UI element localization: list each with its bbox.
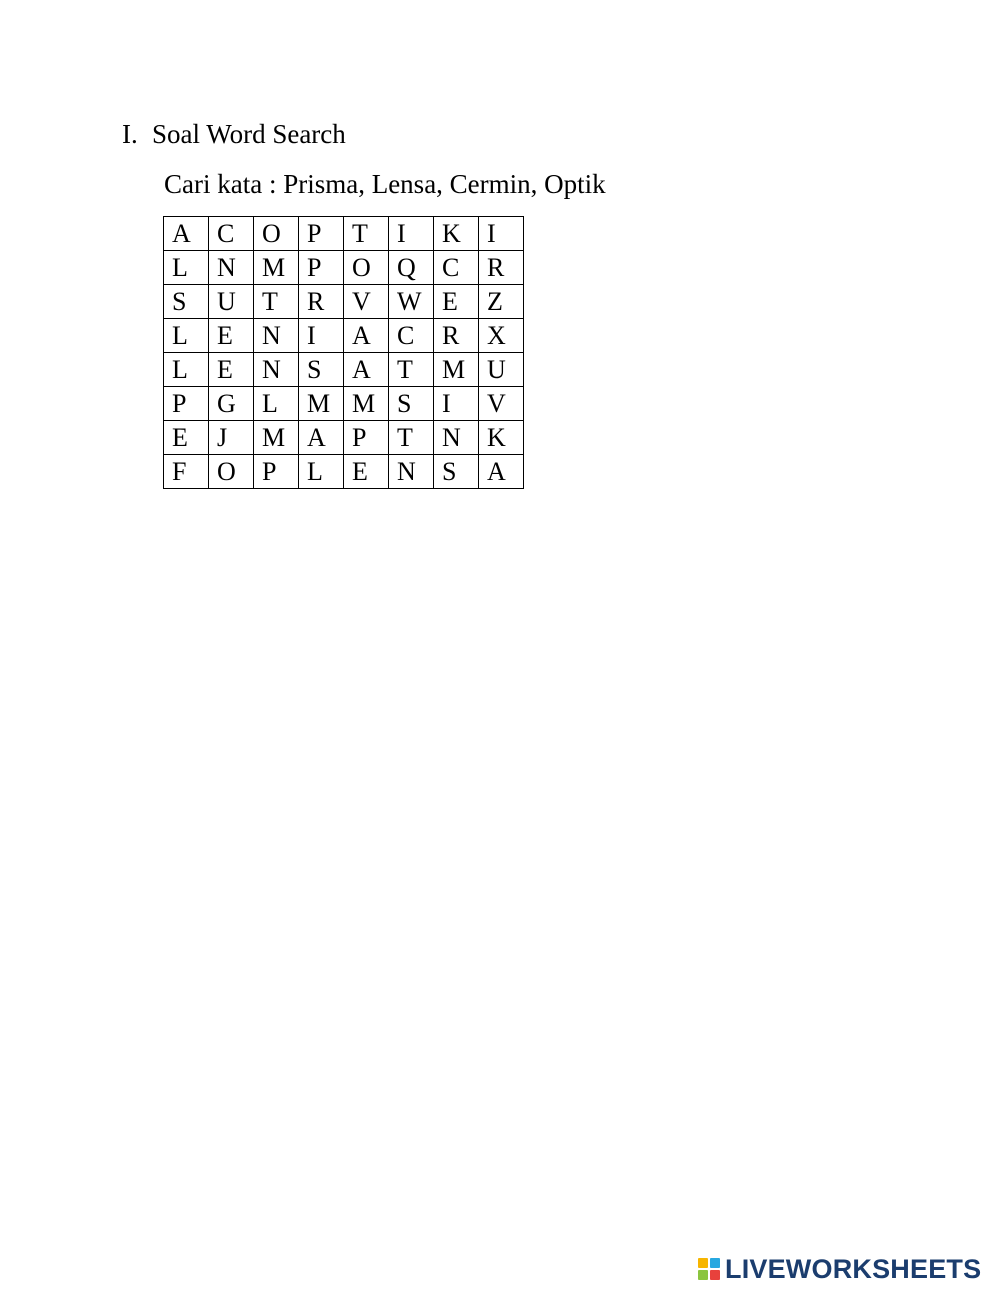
grid-cell[interactable]: C bbox=[389, 319, 434, 353]
grid-cell[interactable]: L bbox=[164, 251, 209, 285]
section-number: I. bbox=[122, 119, 138, 149]
grid-cell[interactable]: E bbox=[209, 319, 254, 353]
grid-cell[interactable]: S bbox=[164, 285, 209, 319]
grid-cell[interactable]: O bbox=[254, 217, 299, 251]
grid-cell[interactable]: M bbox=[254, 251, 299, 285]
grid-cell[interactable]: R bbox=[299, 285, 344, 319]
grid-cell[interactable]: M bbox=[254, 421, 299, 455]
grid-cell[interactable]: L bbox=[254, 387, 299, 421]
grid-cell[interactable]: N bbox=[434, 421, 479, 455]
grid-cell[interactable]: S bbox=[434, 455, 479, 489]
grid-cell[interactable]: P bbox=[344, 421, 389, 455]
grid-cell[interactable]: S bbox=[299, 353, 344, 387]
grid-cell[interactable]: I bbox=[299, 319, 344, 353]
grid-cell[interactable]: L bbox=[164, 353, 209, 387]
grid-cell[interactable]: N bbox=[389, 455, 434, 489]
grid-cell[interactable]: N bbox=[254, 319, 299, 353]
section-heading bbox=[122, 116, 346, 152]
grid-cell[interactable]: I bbox=[479, 217, 524, 251]
grid-cell[interactable]: M bbox=[299, 387, 344, 421]
logo-square bbox=[698, 1270, 708, 1280]
grid-cell[interactable]: T bbox=[254, 285, 299, 319]
grid-cell[interactable]: S bbox=[389, 387, 434, 421]
grid-cell[interactable]: E bbox=[344, 455, 389, 489]
grid-cell[interactable]: V bbox=[479, 387, 524, 421]
grid-cell[interactable]: F bbox=[164, 455, 209, 489]
grid-cell[interactable]: C bbox=[209, 217, 254, 251]
grid-cell[interactable]: U bbox=[479, 353, 524, 387]
grid-row bbox=[164, 217, 524, 251]
grid-row bbox=[164, 319, 524, 353]
grid-cell[interactable]: U bbox=[209, 285, 254, 319]
grid-cell[interactable]: E bbox=[209, 353, 254, 387]
grid-cell[interactable]: E bbox=[434, 285, 479, 319]
grid-row bbox=[164, 387, 524, 421]
grid-row bbox=[164, 455, 524, 489]
grid-cell[interactable]: A bbox=[344, 319, 389, 353]
instruction-text: Cari kata : Prisma, Lensa, Cermin, Optik bbox=[164, 169, 606, 199]
grid-cell[interactable]: R bbox=[479, 251, 524, 285]
grid-cell[interactable]: M bbox=[434, 353, 479, 387]
grid-cell[interactable]: X bbox=[479, 319, 524, 353]
grid-cell[interactable]: C bbox=[434, 251, 479, 285]
grid-cell[interactable]: T bbox=[389, 353, 434, 387]
grid-cell[interactable]: J bbox=[209, 421, 254, 455]
grid-cell[interactable]: O bbox=[344, 251, 389, 285]
grid-cell[interactable]: R bbox=[434, 319, 479, 353]
grid-cell[interactable]: Z bbox=[479, 285, 524, 319]
grid-row bbox=[164, 285, 524, 319]
grid-cell[interactable]: P bbox=[164, 387, 209, 421]
grid-cell[interactable]: P bbox=[299, 251, 344, 285]
grid-cell[interactable]: A bbox=[299, 421, 344, 455]
grid-cell[interactable]: P bbox=[254, 455, 299, 489]
grid-cell[interactable]: A bbox=[164, 217, 209, 251]
liveworksheets-logo bbox=[698, 1254, 981, 1284]
grid-cell[interactable]: G bbox=[209, 387, 254, 421]
word-search-grid bbox=[163, 216, 524, 489]
grid-cell[interactable]: P bbox=[299, 217, 344, 251]
grid-row bbox=[164, 421, 524, 455]
grid-cell[interactable]: O bbox=[209, 455, 254, 489]
grid-cell[interactable]: L bbox=[164, 319, 209, 353]
logo-square bbox=[710, 1258, 720, 1268]
grid-cell[interactable]: T bbox=[344, 217, 389, 251]
grid-cell[interactable]: L bbox=[299, 455, 344, 489]
grid-cell[interactable]: A bbox=[344, 353, 389, 387]
grid-cell[interactable]: E bbox=[164, 421, 209, 455]
logo-squares-icon bbox=[698, 1258, 720, 1280]
grid-cell[interactable]: N bbox=[254, 353, 299, 387]
word-search-grid-body bbox=[164, 217, 524, 489]
section-title: Soal Word Search bbox=[152, 119, 346, 149]
grid-row bbox=[164, 353, 524, 387]
grid-cell[interactable]: V bbox=[344, 285, 389, 319]
grid-cell[interactable]: Q bbox=[389, 251, 434, 285]
grid-cell[interactable]: A bbox=[479, 455, 524, 489]
grid-cell[interactable]: W bbox=[389, 285, 434, 319]
grid-row bbox=[164, 251, 524, 285]
grid-cell[interactable]: N bbox=[209, 251, 254, 285]
grid-cell[interactable]: M bbox=[344, 387, 389, 421]
grid-cell[interactable]: T bbox=[389, 421, 434, 455]
logo-text: LIVEWORKSHEETS bbox=[725, 1254, 982, 1284]
grid-cell[interactable]: K bbox=[479, 421, 524, 455]
logo-square bbox=[710, 1270, 720, 1280]
logo-square bbox=[698, 1258, 708, 1268]
grid-cell[interactable]: K bbox=[434, 217, 479, 251]
grid-cell[interactable]: I bbox=[434, 387, 479, 421]
grid-cell[interactable]: I bbox=[389, 217, 434, 251]
